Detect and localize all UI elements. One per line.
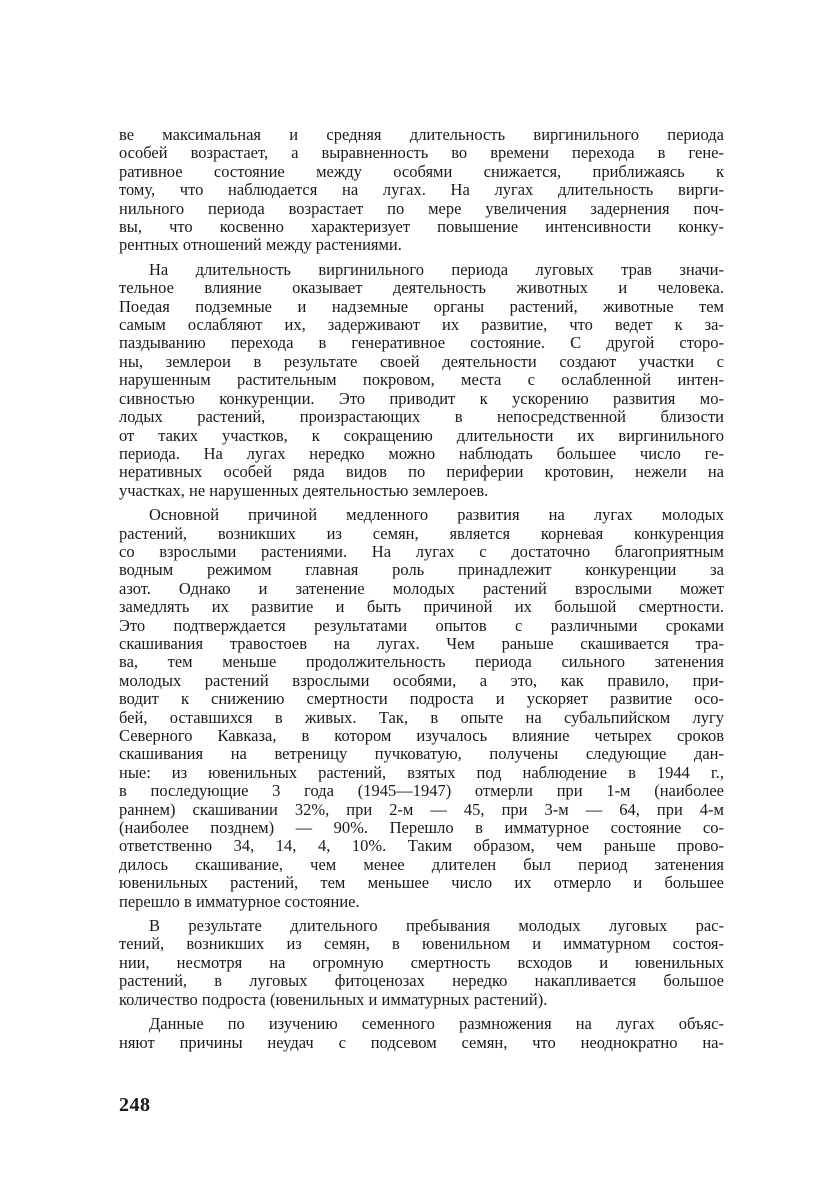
text-line: бей, оставшихся в живых. Так, в опыте на субальпийском лугу [119,707,724,727]
text-line: ны, землерои в результате своей деятельности создают участки с [119,351,724,371]
text-line: ювенильных растений, тем меньшее число их отмерло и большее [119,873,724,893]
paragraph-3 [119,506,724,911]
text-line: лодых растений, произрастающих в непосредственной близости [119,407,724,427]
text-line: молодых растений взрослыми особями, а это, как правило, при- [119,670,724,690]
paragraph-2 [119,261,724,500]
text-line: азот. Однако и затенение молодых растений взрослыми может [119,578,724,598]
text-line: ве максимальная и средняя длительность виргинильного периода [119,125,724,144]
text-line: Данные по изучению семенного размножения на лугах объяс- [149,1014,724,1034]
text-line: ответственно 34, 14, 4, 10%. Таким образом, чем раньше прово- [119,836,724,856]
paragraph-5 [119,1015,724,1052]
text-line: в последующие 3 года (1945—1947) отмерли при 1-м (наиболее [119,781,724,801]
text-line: со взрослыми растениями. На лугах с достаточно благоприятным [119,541,724,561]
text-line: самым ослабляют их, задерживают их развитие, что ведет к за- [119,315,724,335]
text-line: растений, в луговых фитоценозах нередко накапливается большое [119,971,724,991]
text-line: (наиболее позднем) — 90%. Перешло в имматурное состояние со- [119,818,724,838]
text-line: особей возрастает, а выравненность во времени перехода в гене- [119,143,724,163]
page-number: 248 [119,1094,151,1116]
text-line: Поедая подземные и надземные органы растений, животные тем [119,296,724,316]
text-line: раннем) скашивании 32%, при 2-м — 45, при 3-м — 64, при 4-м [119,799,724,819]
text-line: няют причины неудач с подсевом семян, что неоднократно на- [119,1032,724,1052]
text-line: На длительность виргинильного периода луговых трав значи- [149,259,724,279]
text-line: сивностью конкуренции. Это приводит к ускорению развития мо- [119,388,724,408]
paragraph-4 [119,917,724,1009]
text-line: растений, возникших из семян, является корневая конкуренция [119,523,724,543]
text-line: периода. На лугах нередко можно наблюдать большее число ге- [119,443,724,463]
text-line: тому, что наблюдается на лугах. На лугах длительность вирги- [119,180,724,200]
document-page [119,126,724,1058]
text-line: водит к снижению смертности подроста и ускоряет развитие осо- [119,689,724,709]
text-line: замедлять их развитие и быть причиной их большой смертности. [119,597,724,617]
text-line: ные: из ювенильных растений, взятых под наблюдение в 1944 г., [119,762,724,782]
text-line: перешло в имматурное состояние. [119,891,360,911]
text-line: неративных особей ряда видов по периферии кротовин, нежели на [119,462,724,482]
text-line: паздыванию перехода в генеративное состояние. С другой сторо- [119,333,724,353]
text-line: В результате длительного пребывания молодых луговых рас- [149,916,724,936]
text-line: рентных отношений между растениями. [119,235,402,255]
text-line: скашивания травостоев на лугах. Чем раньше скашивается тра- [119,633,724,653]
text-line: нарушенным растительным покровом, места с ослабленной интен- [119,370,724,390]
text-line: тений, возникших из семян, в ювенильном и имматурном состоя- [119,934,724,954]
text-line: Это подтверждается результатами опытов с различными сроками [119,615,724,635]
text-line: участках, не нарушенных деятельностью землероев. [119,480,489,500]
text-line: вы, что косвенно характеризует повышение интенсивности конку- [119,217,724,237]
text-line: нильного периода возрастает по мере увеличения задернения поч- [119,198,724,218]
text-line: от таких участков, к сокращению длительности их виргинильного [119,425,724,445]
text-line: Северного Кавказа, в котором изучалось влияние четырех сроков [119,726,724,745]
text-line: ва, тем меньше продолжительность периода сильного затенения [119,652,724,672]
text-line: тельное влияние оказывает деятельность животных и человека. [119,278,724,298]
text-line: Основной причиной медленного развития на лугах молодых [149,505,724,525]
text-line: нии, несмотря на огромную смертность всходов и ювенильных [119,952,724,972]
text-line: ративное состояние между особями снижается, приближаясь к [119,161,724,181]
paragraph-1 [119,126,724,255]
text-line: количество подроста (ювенильных и имматурных растений). [119,989,548,1009]
text-line: скашивания на ветреницу пучковатую, получены следующие дан- [119,744,724,764]
text-line: дилось скашивание, чем менее длителен был период затенения [119,854,724,874]
text-line: водным режимом главная роль принадлежит конкуренции за [119,560,724,580]
